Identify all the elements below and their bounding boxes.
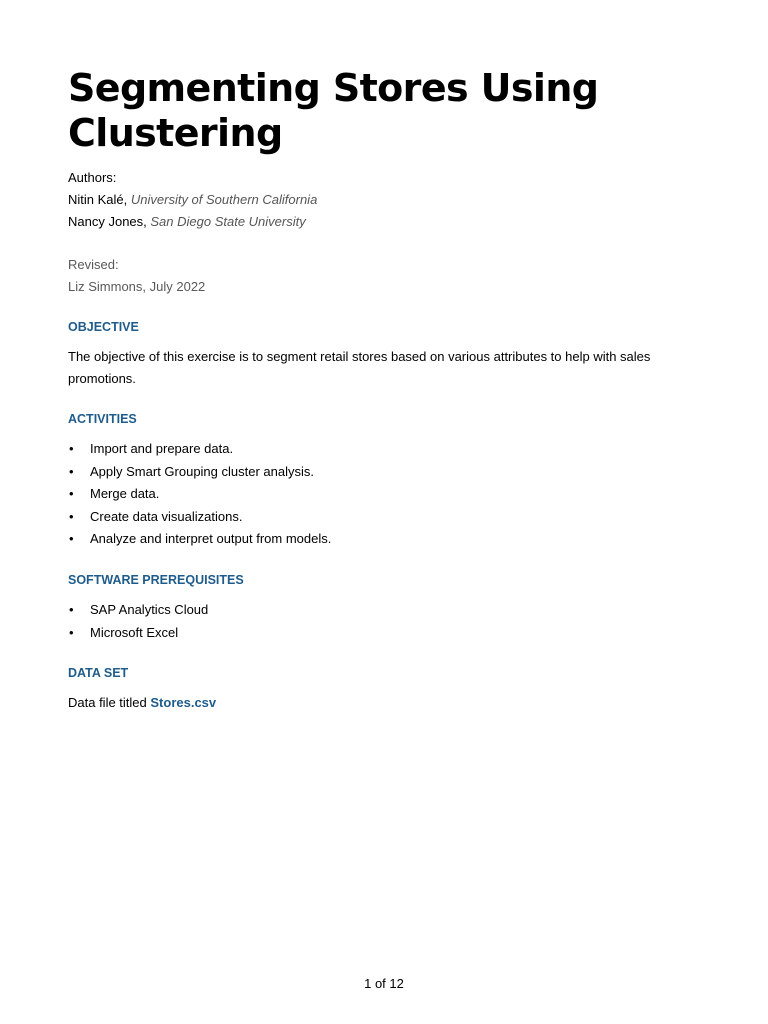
list-item xyxy=(68,599,708,622)
list-item-text: Analyze and interpret output from models. xyxy=(90,531,332,547)
activities-heading: ACTIVITIES xyxy=(68,412,137,426)
list-item-text: Apply Smart Grouping cluster analysis. xyxy=(90,463,314,479)
objective-text: The objective of this exercise is to segment retail stores based on various attributes to help with sales promotions. xyxy=(68,349,651,386)
bullet-icon: • xyxy=(69,531,74,547)
bullet-icon: • xyxy=(69,624,74,640)
list-item-text: Import and prepare data. xyxy=(90,441,234,456)
authors-block xyxy=(68,167,708,233)
dataset-heading: DATA SET xyxy=(68,666,129,681)
list-item xyxy=(68,528,708,551)
list-item-text: Microsoft Excel xyxy=(90,624,179,640)
bullet-icon: • xyxy=(69,601,74,617)
dataset-text xyxy=(68,692,698,714)
page-number: 1 of 12 xyxy=(364,976,404,991)
dataset-prefix: Data file titled xyxy=(68,695,151,711)
revised-block xyxy=(68,254,708,298)
authors-label: Authors: xyxy=(68,170,117,185)
bullet-icon: • xyxy=(69,486,74,502)
list-item xyxy=(68,506,708,529)
list-item xyxy=(68,483,708,506)
document-body xyxy=(68,66,708,714)
revised-label: Revised: xyxy=(68,257,119,272)
author-name: Nancy Jones, xyxy=(68,214,151,229)
author-line xyxy=(68,211,708,233)
list-item-text: Merge data. xyxy=(90,486,160,502)
document-title: Segmenting Stores Using Clustering xyxy=(68,66,599,155)
author-affiliation: University of Southern California xyxy=(130,192,318,207)
software-list xyxy=(68,599,708,644)
author-affiliation: San Diego State University xyxy=(150,214,306,229)
list-item xyxy=(68,461,708,484)
list-item-text: SAP Analytics Cloud xyxy=(90,601,209,617)
revised-by: Liz Simmons, July 2022 xyxy=(68,279,206,294)
objective-heading: OBJECTIVE xyxy=(68,320,139,334)
bullet-icon: • xyxy=(69,508,74,524)
list-item xyxy=(68,438,708,461)
author-name: Nitin Kalé, xyxy=(68,192,131,207)
author-line xyxy=(68,189,708,211)
software-heading: SOFTWARE PREREQUISITES xyxy=(68,572,244,587)
bullet-icon: • xyxy=(69,463,74,479)
dataset-file-link[interactable]: Stores.csv xyxy=(150,695,217,711)
bullet-icon: • xyxy=(69,441,74,456)
activities-list xyxy=(68,438,708,551)
list-item xyxy=(68,622,708,645)
list-item-text: Create data visualizations. xyxy=(90,508,243,524)
